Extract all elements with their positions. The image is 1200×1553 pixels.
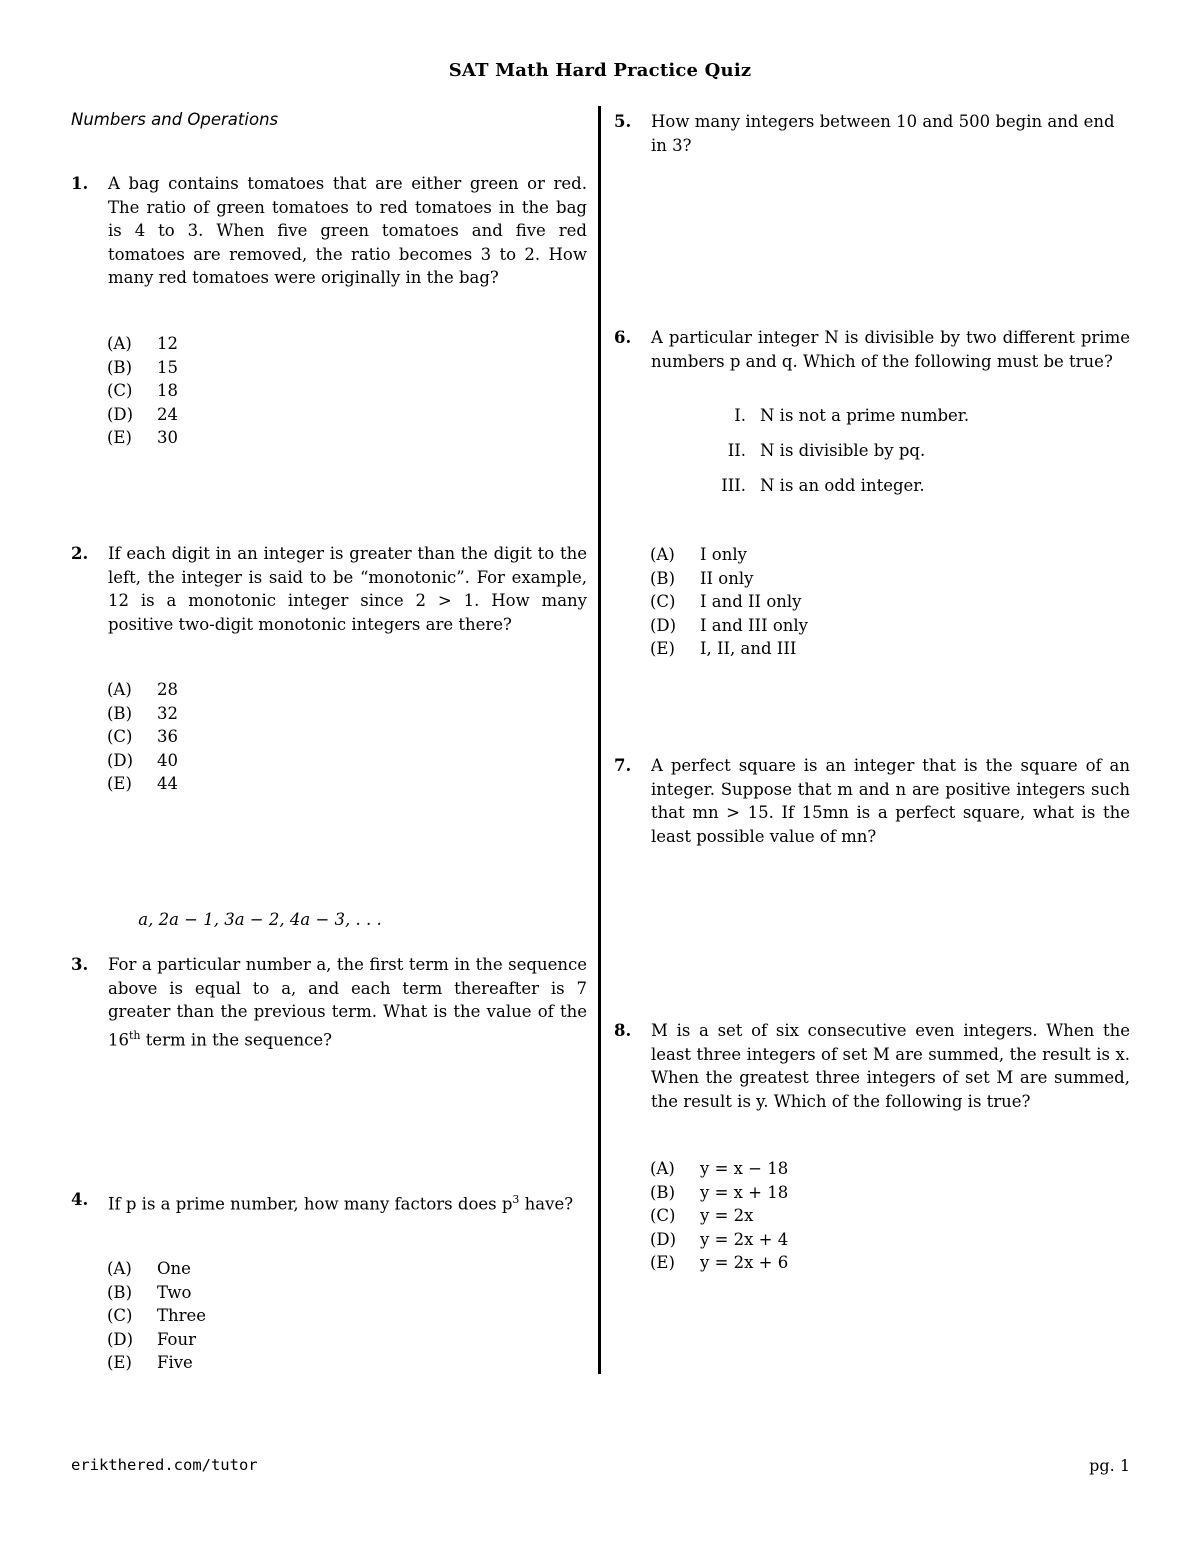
choice[interactable]: [107, 379, 623, 403]
choice-value: 40: [157, 750, 178, 770]
choice[interactable]: [650, 590, 1050, 614]
choice[interactable]: [650, 1228, 1050, 1252]
choice-label: (C): [650, 1206, 676, 1225]
question-6-statements: [706, 398, 1126, 503]
question-number: 8.: [614, 1021, 632, 1040]
statement-numeral: I.: [734, 406, 746, 425]
choice-value: Four: [157, 1329, 196, 1349]
choice-label: (D): [650, 615, 677, 635]
choice-value: 36: [157, 727, 178, 746]
superscript: th: [129, 1028, 141, 1042]
question-number: 6.: [614, 328, 632, 347]
choice-value: Three: [157, 1306, 207, 1325]
statement: [706, 468, 1126, 503]
question-number: 2.: [71, 544, 89, 563]
question-7: [614, 754, 1130, 848]
question-3: [71, 953, 587, 1052]
question-2: [71, 542, 587, 636]
choice-label: (B): [107, 703, 132, 723]
choice[interactable]: [107, 1281, 623, 1305]
choice[interactable]: [107, 1257, 623, 1281]
choice-value: I and II only: [700, 592, 802, 611]
choice[interactable]: [107, 1351, 623, 1375]
choice[interactable]: [107, 332, 623, 356]
choice-label: (E): [650, 1253, 675, 1272]
question-8-choices: [650, 1157, 1050, 1275]
choice-value: 32: [157, 703, 178, 723]
statement: [706, 398, 1126, 433]
choice-value: Five: [157, 1353, 193, 1372]
choice-value: y = 2x + 4: [700, 1229, 789, 1249]
choice-label: (B): [650, 568, 675, 588]
choice-value: Two: [157, 1282, 192, 1302]
choice[interactable]: [650, 1204, 1050, 1228]
choice-label: (C): [107, 1306, 133, 1325]
question-8: [614, 1019, 1130, 1113]
choice-label: (E): [650, 639, 675, 658]
choice[interactable]: [107, 1304, 623, 1328]
choice[interactable]: [107, 725, 623, 749]
choice-label: (D): [107, 404, 134, 424]
question-text: M is a set of six consecutive even integers. When the least three integers of set M are summed, the result is x. When the greatest three integers of set M are summed, the result is y. Which of the following is true?: [651, 1021, 1130, 1111]
choice[interactable]: [107, 749, 623, 773]
choice-label: (D): [107, 1329, 134, 1349]
choice-value: I only: [700, 545, 747, 564]
choice-label: (A): [650, 1159, 675, 1178]
choice-value: 12: [157, 334, 178, 353]
choice-value: y = x − 18: [700, 1159, 789, 1178]
choice[interactable]: [650, 543, 1050, 567]
question-number: 5.: [614, 112, 632, 131]
choice-value: 18: [157, 381, 178, 400]
choice-label: (C): [107, 381, 133, 400]
choice[interactable]: [107, 426, 623, 450]
choice-label: (C): [107, 727, 133, 746]
statement-text: N is an odd integer.: [760, 476, 925, 495]
question-text: A bag contains tomatoes that are either green or red. The ratio of green tomatoes to red tomatoes in the bag is 4 to 3. When five green tomatoes and five red tomatoes are removed, the ratio becomes 3 to 2. How many red tomatoes were originally in the bag?: [108, 174, 587, 287]
choice-value: II only: [700, 568, 754, 588]
choice-label: (B): [107, 357, 132, 377]
choice[interactable]: [107, 702, 623, 726]
question-text: [108, 1188, 587, 1216]
question-number: 1.: [71, 174, 89, 193]
choice-label: (B): [107, 1282, 132, 1302]
choice-value: 28: [157, 680, 178, 699]
choice-value: 24: [157, 404, 178, 424]
choice-label: (E): [107, 774, 132, 793]
choice[interactable]: [107, 403, 623, 427]
statement: [706, 433, 1126, 468]
question-text-part: For a particular number a, the first term in the sequence above is equal to a, and each term thereafter is 7 greater than the previous term. What is the value of the 16: [108, 955, 587, 1049]
sequence-expression: a, 2a − 1, 3a − 2, 4a − 3, . . .: [138, 910, 382, 929]
choice-label: (A): [107, 1259, 132, 1278]
choice-label: (D): [650, 1229, 677, 1249]
question-4-choices: [107, 1257, 623, 1375]
question-text-part: have?: [519, 1194, 574, 1214]
choice[interactable]: [650, 1181, 1050, 1205]
question-text-part: term in the sequence?: [140, 1030, 333, 1049]
choice[interactable]: [650, 1157, 1050, 1181]
choice[interactable]: [650, 1251, 1050, 1275]
question-text: If each digit in an integer is greater than the digit to the left, the integer is said to be “monotonic”. For example, 12 is a monotonic integer since 2 > 1. How many positive two-digit monotonic integers are there?: [108, 544, 587, 634]
choice-label: (C): [650, 592, 676, 611]
section-heading: Numbers and Operations: [71, 110, 279, 129]
choice[interactable]: [650, 567, 1050, 591]
choice[interactable]: [107, 678, 623, 702]
question-number: 4.: [71, 1190, 89, 1209]
choice-value: 44: [157, 774, 178, 793]
choice-value: 30: [157, 428, 178, 447]
question-6-choices: [650, 543, 1050, 661]
superscript: 3: [512, 1193, 520, 1206]
choice-label: (A): [107, 334, 132, 353]
choice-label: (E): [107, 428, 132, 447]
footer-url: erikthered.com/tutor: [71, 1456, 258, 1474]
question-6: [614, 326, 1130, 373]
choice-value: I, II, and III: [700, 639, 797, 658]
question-text-part: If p is a prime number, how many factors does p: [108, 1194, 513, 1214]
page-title: SAT Math Hard Practice Quiz: [448, 60, 752, 81]
choice-label: (E): [107, 1353, 132, 1372]
statement-numeral: III.: [721, 476, 746, 495]
question-text: [108, 953, 587, 1052]
choice-value: y = 2x: [700, 1206, 754, 1225]
question-1: [71, 172, 587, 290]
question-number: 3.: [71, 955, 89, 974]
choice[interactable]: [650, 637, 1050, 661]
choice[interactable]: [650, 614, 1050, 638]
choice[interactable]: [107, 1328, 623, 1352]
choice[interactable]: [107, 772, 623, 796]
choice-value: 15: [157, 357, 178, 377]
question-1-choices: [107, 332, 623, 450]
choice-label: (B): [650, 1182, 675, 1202]
choice-value: I and III only: [700, 615, 808, 635]
choice[interactable]: [107, 356, 623, 380]
choice-label: (A): [107, 680, 132, 699]
statement-text: N is divisible by pq.: [760, 441, 926, 460]
choice-value: One: [157, 1259, 191, 1278]
choice-value: y = 2x + 6: [700, 1253, 789, 1272]
question-number: 7.: [614, 756, 632, 775]
question-5: [614, 110, 1130, 157]
choice-value: y = x + 18: [700, 1182, 789, 1202]
statement-text: N is not a prime number.: [760, 406, 970, 425]
question-4: [71, 1188, 587, 1216]
question-text: A perfect square is an integer that is the square of an integer. Suppose that m and n are positive integers such that mn > 15. If 15mn is a perfect square, what is the least possible value of mn?: [651, 756, 1130, 846]
choice-label: (D): [107, 750, 134, 770]
question-2-choices: [107, 678, 623, 796]
question-text: How many integers between 10 and 500 begin and end in 3?: [651, 112, 1115, 155]
statement-numeral: II.: [727, 441, 746, 460]
choice-label: (A): [650, 545, 675, 564]
question-text: A particular integer N is divisible by two different prime numbers p and q. Which of the following must be true?: [651, 328, 1130, 371]
page-number: pg. 1: [1089, 1456, 1130, 1475]
